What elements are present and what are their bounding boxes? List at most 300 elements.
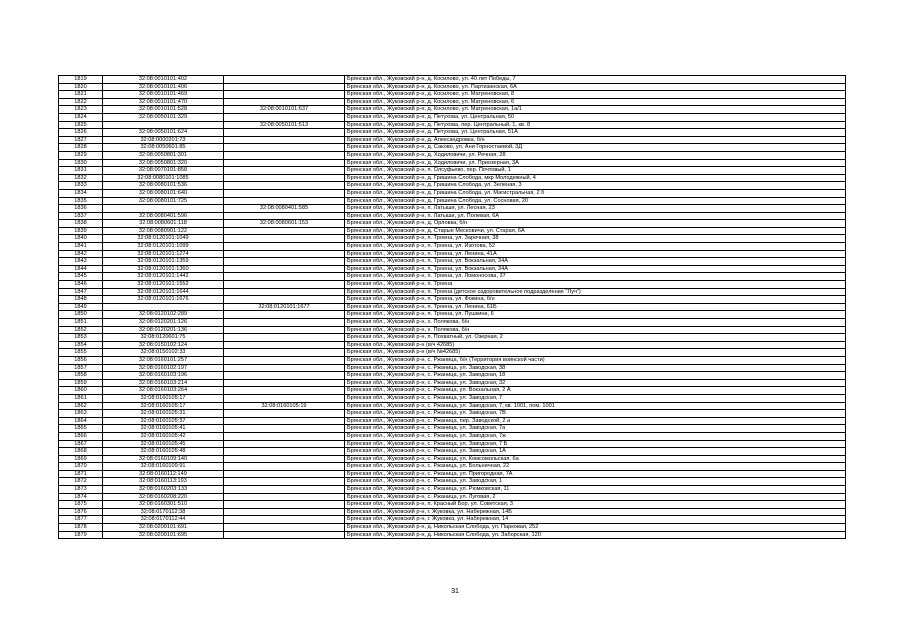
linked-cadastral-number-cell <box>224 524 345 532</box>
linked-cadastral-number-cell <box>224 83 345 91</box>
address-cell: Брянская обл., Жуковский р-н, п. Олсуфьево, пер. Почтовый, 1 <box>345 167 846 175</box>
address-cell: Брянская обл., Жуковский р-н, п. Красный Бор, ул. Советская, 3 <box>345 501 846 509</box>
row-number-cell: 1833 <box>59 182 103 190</box>
cadastral-number-cell: 32:08:0050801:301 <box>103 151 224 159</box>
row-number-cell: 1877 <box>59 516 103 524</box>
address-cell: Брянская обл., Жуковский р-н, п. Троена, ул. Ленина, 61Б <box>345 303 846 311</box>
table-row <box>59 334 846 342</box>
linked-cadastral-number-cell <box>224 243 345 251</box>
address-cell: Брянская обл., Жуковский р-н, д. Никольская Слобода, ул. Заборская, 120 <box>345 531 846 539</box>
table-row <box>59 303 846 311</box>
table-row <box>59 432 846 440</box>
address-cell: Брянская обл., Жуковский р-н, п. Латыши, ул. Полевая, 6А <box>345 212 846 220</box>
linked-cadastral-number-cell <box>224 493 345 501</box>
table-row <box>59 319 846 327</box>
cadastral-number-cell: 32:08:0120101:1360 <box>103 265 224 273</box>
row-number-cell: 1826 <box>59 129 103 137</box>
linked-cadastral-number-cell <box>224 394 345 402</box>
cadastral-number-cell: 32:08:0160203:133 <box>103 486 224 494</box>
linked-cadastral-number-cell <box>224 212 345 220</box>
table-row <box>59 227 846 235</box>
row-number-cell: 1866 <box>59 432 103 440</box>
address-cell: Брянская обл., Жуковский р-н, с. Ржаница, ул. Рюмковская, 11 <box>345 486 846 494</box>
cadastral-number-cell: 32:08:0160113:193 <box>103 478 224 486</box>
cadastral-number-cell: 32:08:0080101:725 <box>103 197 224 205</box>
row-number-cell: 1865 <box>59 425 103 433</box>
row-number-cell: 1838 <box>59 220 103 228</box>
row-number-cell: 1840 <box>59 235 103 243</box>
linked-cadastral-number-cell <box>224 311 345 319</box>
address-cell: Брянская обл., Жуковский р-н, д. Саково, ул. Ани Горностаевой, 3Д <box>345 144 846 152</box>
linked-cadastral-number-cell <box>224 174 345 182</box>
row-number-cell: 1879 <box>59 531 103 539</box>
cadastral-number-cell: 32:08:0050101:624 <box>103 129 224 137</box>
row-number-cell: 1823 <box>59 106 103 114</box>
row-number-cell: 1850 <box>59 311 103 319</box>
linked-cadastral-number-cell <box>224 341 345 349</box>
row-number-cell: 1844 <box>59 265 103 273</box>
row-number-cell: 1832 <box>59 174 103 182</box>
linked-cadastral-number-cell <box>224 455 345 463</box>
table-row <box>59 501 846 509</box>
linked-cadastral-number-cell <box>224 531 345 539</box>
cadastral-number-cell: 32:08:0010101:406 <box>103 83 224 91</box>
cadastral-number-cell: 32:08:0120102:289 <box>103 311 224 319</box>
table-row <box>59 83 846 91</box>
table-row <box>59 189 846 197</box>
table-row <box>59 151 846 159</box>
table-row <box>59 136 846 144</box>
table-row <box>59 121 846 129</box>
linked-cadastral-number-cell <box>224 144 345 152</box>
table-row <box>59 129 846 137</box>
cadastral-number-cell: 32:08:0160103:196 <box>103 372 224 380</box>
linked-cadastral-number-cell <box>224 463 345 471</box>
cadastral-number-cell: 32:08:0200101:695 <box>103 531 224 539</box>
table-row <box>59 265 846 273</box>
cadastral-number-cell: 32:08:0120101:1359 <box>103 258 224 266</box>
table-row <box>59 91 846 99</box>
cadastral-number-cell: 32:08:0160105:37 <box>103 417 224 425</box>
row-number-cell: 1825 <box>59 121 103 129</box>
linked-cadastral-number-cell <box>224 265 345 273</box>
linked-cadastral-number-cell <box>224 250 345 258</box>
row-number-cell: 1869 <box>59 455 103 463</box>
table-row <box>59 235 846 243</box>
linked-cadastral-number-cell: 32:08:0050101:513 <box>224 121 345 129</box>
cadastral-number-cell: 32:08:0160105:41 <box>103 425 224 433</box>
address-cell: Брянская обл., Жуковский р-н, д. Ходиловичи, ул. Речная, 28 <box>345 151 846 159</box>
cadastral-number-cell <box>103 303 224 311</box>
address-cell: Брянская обл., Жуковский р-н, д. Косилово, ул. Матреновская, 8 <box>345 91 846 99</box>
table-row <box>59 516 846 524</box>
row-number-cell: 1831 <box>59 167 103 175</box>
linked-cadastral-number-cell <box>224 98 345 106</box>
linked-cadastral-number-cell <box>224 129 345 137</box>
address-cell: Брянская обл., Жуковский р-н, с. Ржаница, ул. Заводская, 1 <box>345 478 846 486</box>
address-cell: Брянская обл., Жуковский р-н, с. Ржаница, ул. Пригородная, 7А <box>345 470 846 478</box>
table-row <box>59 182 846 190</box>
linked-cadastral-number-cell <box>224 159 345 167</box>
row-number-cell: 1868 <box>59 448 103 456</box>
row-number-cell: 1820 <box>59 83 103 91</box>
address-cell: Брянская обл., Жуковский р-н, д. Косилово, ул. Партизанская, 6А <box>345 83 846 91</box>
table-row <box>59 356 846 364</box>
linked-cadastral-number-cell <box>224 470 345 478</box>
table-row <box>59 197 846 205</box>
table-row <box>59 486 846 494</box>
address-cell: Брянская обл., Жуковский р-н, х. Полякова, б/н <box>345 326 846 334</box>
address-cell: Брянская обл., Жуковский р-н, г. Жуковка, ул. Набережная, 14 <box>345 516 846 524</box>
linked-cadastral-number-cell <box>224 356 345 364</box>
cadastral-number-cell: 32:08:0200101:691 <box>103 524 224 532</box>
row-number-cell: 1819 <box>59 76 103 84</box>
row-number-cell: 1872 <box>59 478 103 486</box>
cadastral-number-cell: 32:08:0120101:1442 <box>103 273 224 281</box>
address-cell: Брянская обл., Жуковский р-н, п. Троена, ул. Ленина, 41А <box>345 250 846 258</box>
linked-cadastral-number-cell <box>224 379 345 387</box>
address-cell: Брянская обл., Жуковский р-н, с. Ржаница, ул. Заводская, 7 <box>345 394 846 402</box>
linked-cadastral-number-cell <box>224 508 345 516</box>
cadastral-number-cell: 32:08:0120601:75 <box>103 334 224 342</box>
cadastral-number-cell: 32:08:0120101:1676 <box>103 296 224 304</box>
cadastral-number-cell: 32:08:0120101:1274 <box>103 250 224 258</box>
address-cell: Брянская обл., Жуковский р-н, д. Гришина Слобода, ул. Магистральная, 2 б <box>345 189 846 197</box>
address-cell: Брянская обл., Жуковский р-н, с. Ржаница, ул. Заводская, 18 <box>345 372 846 380</box>
cadastral-number-cell: 32:08:0160103:264 <box>103 387 224 395</box>
cadastral-number-cell: 32:08:0080601:118 <box>103 220 224 228</box>
cadastral-number-cell: 32:08:0050801:320 <box>103 159 224 167</box>
cadastral-number-cell: 32:08:0160105:48 <box>103 448 224 456</box>
linked-cadastral-number-cell <box>224 387 345 395</box>
address-cell: Брянская обл., Жуковский р-н, д. Гришина Слобода, ул. Зеленая, 3 <box>345 182 846 190</box>
table-row <box>59 478 846 486</box>
address-cell: Брянская обл., Жуковский р-н, г. Жуковка, ул. Набережная, 14Б <box>345 508 846 516</box>
row-number-cell: 1842 <box>59 250 103 258</box>
row-number-cell: 1836 <box>59 205 103 213</box>
row-number-cell: 1843 <box>59 258 103 266</box>
linked-cadastral-number-cell <box>224 501 345 509</box>
address-cell: Брянская обл., Жуковский р-н, с. Ржаница, ул. Заводская, 7, кв. 1001, пом. 1001 <box>345 402 846 410</box>
address-cell: Брянская обл., Жуковский р-н, д. Никольская Слобода, ул. Парковая, 252 <box>345 524 846 532</box>
row-number-cell: 1847 <box>59 288 103 296</box>
table-row <box>59 113 846 121</box>
cadastral-number-cell: 32:08:0160101:257 <box>103 356 224 364</box>
linked-cadastral-number-cell <box>224 151 345 159</box>
cadastral-number-cell: 32:08:0160109:140 <box>103 455 224 463</box>
linked-cadastral-number-cell <box>224 235 345 243</box>
cadastral-number-cell: 32:08:0160102:197 <box>103 364 224 372</box>
address-cell: Брянская обл., Жуковский р-н, п. Троена, ул. Вокзальная, 34А <box>345 265 846 273</box>
address-cell: Брянская обл., Жуковский р-н, с. Ржаница, ул. Заводская, 7ж <box>345 432 846 440</box>
linked-cadastral-number-cell: 32:08:0120101:1677 <box>224 303 345 311</box>
row-number-cell: 1867 <box>59 440 103 448</box>
address-cell: Брянская обл., Жуковский р-н, с. Ржаница, ул. Заводская, 7а <box>345 425 846 433</box>
cadastral-number-cell: 32:08:0150102:33 <box>103 349 224 357</box>
cadastral-number-cell: 32:08:0010101:402 <box>103 76 224 84</box>
row-number-cell: 1848 <box>59 296 103 304</box>
row-number-cell: 1878 <box>59 524 103 532</box>
cadastral-number-cell: 32:08:0080101:1085 <box>103 174 224 182</box>
row-number-cell: 1871 <box>59 470 103 478</box>
address-cell: Брянская обл., Жуковский р-н, п. Троена, ул. Пушкина, 6 <box>345 311 846 319</box>
table-row <box>59 220 846 228</box>
row-number-cell: 1845 <box>59 273 103 281</box>
address-cell: Брянская обл., Жуковский р-н, п. Троена, ул. Ломоносова, 37 <box>345 273 846 281</box>
linked-cadastral-number-cell <box>224 296 345 304</box>
linked-cadastral-number-cell <box>224 417 345 425</box>
linked-cadastral-number-cell <box>224 478 345 486</box>
table-row <box>59 410 846 418</box>
table-row <box>59 326 846 334</box>
cadastral-number-cell: 32:08:0120201:126 <box>103 319 224 327</box>
cadastral-number-cell: 32:08:0120201:136 <box>103 326 224 334</box>
cadastral-number-cell: 32:08:0000201:73 <box>103 136 224 144</box>
table-row <box>59 493 846 501</box>
address-cell: Брянская обл., Жуковский р-н, с. Ржаница, пер. Заводской, 2 а <box>345 417 846 425</box>
cadastral-number-cell <box>103 121 224 129</box>
table-row <box>59 258 846 266</box>
cadastral-number-cell: 32:08:0160105:17 <box>103 394 224 402</box>
address-cell: Брянская обл., Жуковский р-н, п. Троена <box>345 281 846 289</box>
row-number-cell: 1875 <box>59 501 103 509</box>
cadastral-number-cell: 32:08:0070101:858 <box>103 167 224 175</box>
table-row <box>59 281 846 289</box>
row-number-cell: 1856 <box>59 356 103 364</box>
row-number-cell: 1846 <box>59 281 103 289</box>
cadastral-number-cell: 32:08:0010101:469 <box>103 91 224 99</box>
address-cell: Брянская обл., Жуковский р-н, с. Ржаница, б/н (Территория воинской части) <box>345 356 846 364</box>
row-number-cell: 1849 <box>59 303 103 311</box>
row-number-cell: 1863 <box>59 410 103 418</box>
row-number-cell: 1852 <box>59 326 103 334</box>
address-cell: Брянская обл., Жуковский р-н, д. Петухова, ул. Центральная, 51А <box>345 129 846 137</box>
table-row <box>59 212 846 220</box>
address-cell: Брянская обл., Жуковский р-н, х. Полякова, б/н <box>345 319 846 327</box>
row-number-cell: 1860 <box>59 387 103 395</box>
row-number-cell: 1876 <box>59 508 103 516</box>
address-cell: Брянская обл., Жуковский р-н, с. Ржаница, ул. Больничная, 22 <box>345 463 846 471</box>
address-cell: Брянская обл., Жуковский р-н, п. Троена, ул. Заречная, 38 <box>345 235 846 243</box>
address-cell: Брянская обл., Жуковский р-н, д. Александровка, б/н <box>345 136 846 144</box>
table-row <box>59 531 846 539</box>
row-number-cell: 1824 <box>59 113 103 121</box>
row-number-cell: 1857 <box>59 364 103 372</box>
table-row <box>59 76 846 84</box>
cadastral-number-cell: 32:08:0080901:122 <box>103 227 224 235</box>
linked-cadastral-number-cell <box>224 448 345 456</box>
address-cell: Брянская обл., Жуковский р-н, п. Троена (детское оздоровительное подразделение "Луч") <box>345 288 846 296</box>
row-number-cell: 1851 <box>59 319 103 327</box>
linked-cadastral-number-cell: 32:08:0080601:153 <box>224 220 345 228</box>
address-cell: Брянская обл., Жуковский р-н, д. Косилово, ул. 40 лет Победы, 7 <box>345 76 846 84</box>
cadastral-number-cell: 32:08:0160105:45 <box>103 440 224 448</box>
linked-cadastral-number-cell <box>224 197 345 205</box>
table-row <box>59 425 846 433</box>
linked-cadastral-number-cell <box>224 349 345 357</box>
address-cell: Брянская обл., Жуковский р-н, д. Косилово, ул. Матреновская, 6 <box>345 98 846 106</box>
linked-cadastral-number-cell <box>224 432 345 440</box>
linked-cadastral-number-cell <box>224 288 345 296</box>
table-row <box>59 98 846 106</box>
registry-table-body <box>59 76 846 539</box>
row-number-cell: 1864 <box>59 417 103 425</box>
cadastral-number-cell: 32:08:0160105:31 <box>103 410 224 418</box>
cadastral-number-cell: 32:08:0160105:17 <box>103 402 224 410</box>
address-cell: Брянская обл., Жуковский р-н (в/ч №42685) <box>345 349 846 357</box>
linked-cadastral-number-cell <box>224 91 345 99</box>
row-number-cell: 1861 <box>59 394 103 402</box>
address-cell: Брянская обл., Жуковский р-н, п. Латыши, ул. Лесная, 23 <box>345 205 846 213</box>
table-row <box>59 440 846 448</box>
table-row <box>59 288 846 296</box>
cadastral-number-cell: 32:08:0160105:42 <box>103 432 224 440</box>
row-number-cell: 1853 <box>59 334 103 342</box>
linked-cadastral-number-cell: 32:08:0160105:19 <box>224 402 345 410</box>
table-row <box>59 387 846 395</box>
address-cell: Брянская обл., Жуковский р-н, с. Ржаница, ул. Луговая, 2 <box>345 493 846 501</box>
address-cell: Брянская обл., Жуковский р-н, д. Петухова, ул. Центральная, 50 <box>345 113 846 121</box>
table-row <box>59 159 846 167</box>
table-row <box>59 417 846 425</box>
address-cell: Брянская обл., Жуковский р-н, с. Ржаница, ул. Заводская, 7 Б <box>345 440 846 448</box>
linked-cadastral-number-cell <box>224 326 345 334</box>
row-number-cell: 1830 <box>59 159 103 167</box>
cadastral-number-cell: 32:08:0010101:528 <box>103 106 224 114</box>
registry-table <box>58 75 846 539</box>
row-number-cell: 1874 <box>59 493 103 501</box>
row-number-cell: 1839 <box>59 227 103 235</box>
cadastral-number-cell <box>103 205 224 213</box>
linked-cadastral-number-cell <box>224 113 345 121</box>
row-number-cell: 1870 <box>59 463 103 471</box>
row-number-cell: 1821 <box>59 91 103 99</box>
table-row <box>59 372 846 380</box>
cadastral-number-cell: 32:08:0080401:596 <box>103 212 224 220</box>
address-cell: Брянская обл., Жуковский р-н, п. Похватный, ул. Озерная, 2 <box>345 334 846 342</box>
table-row <box>59 106 846 114</box>
row-number-cell: 1827 <box>59 136 103 144</box>
table-row <box>59 394 846 402</box>
table-row <box>59 205 846 213</box>
address-cell: Брянская обл., Жуковский р-н, д. Орловка, б/н <box>345 220 846 228</box>
linked-cadastral-number-cell: 32:08:0080401:585 <box>224 205 345 213</box>
linked-cadastral-number-cell <box>224 167 345 175</box>
row-number-cell: 1855 <box>59 349 103 357</box>
cadastral-number-cell: 32:08:0050601:85 <box>103 144 224 152</box>
address-cell: Брянская обл., Жуковский р-н, с. Ржаница, ул. Комсомольская, 6а <box>345 455 846 463</box>
table-row <box>59 273 846 281</box>
cadastral-number-cell: 32:08:0050101:329 <box>103 113 224 121</box>
cadastral-number-cell: 32:08:0120101:1099 <box>103 243 224 251</box>
address-cell: Брянская обл., Жуковский р-н, д. Гришина Слобода, мкр Молодежный, 4 <box>345 174 846 182</box>
cadastral-number-cell: 32:08:0150102:124 <box>103 341 224 349</box>
address-cell: Брянская обл., Жуковский р-н, с. Ржаница, ул. Заводская, 1А <box>345 448 846 456</box>
cadastral-number-cell: 32:08:0160109:91 <box>103 463 224 471</box>
row-number-cell: 1829 <box>59 151 103 159</box>
linked-cadastral-number-cell <box>224 334 345 342</box>
cadastral-number-cell: 32:08:0120101:1644 <box>103 288 224 296</box>
cadastral-number-cell: 32:08:0160301:510 <box>103 501 224 509</box>
table-row <box>59 144 846 152</box>
linked-cadastral-number-cell <box>224 372 345 380</box>
address-cell: Брянская обл., Жуковский р-н, д. Гришина Слобода, ул. Сосновая, 20 <box>345 197 846 205</box>
table-row <box>59 524 846 532</box>
linked-cadastral-number-cell <box>224 136 345 144</box>
linked-cadastral-number-cell <box>224 410 345 418</box>
table-row <box>59 296 846 304</box>
linked-cadastral-number-cell <box>224 76 345 84</box>
cadastral-number-cell: 32:08:0170112:44 <box>103 516 224 524</box>
linked-cadastral-number-cell <box>224 273 345 281</box>
linked-cadastral-number-cell <box>224 258 345 266</box>
address-cell: Брянская обл., Жуковский р-н, п. Троена, ул. Изотова, 52 <box>345 243 846 251</box>
cadastral-number-cell: 32:08:0080101:536 <box>103 182 224 190</box>
cadastral-number-cell: 32:08:0010101:470 <box>103 98 224 106</box>
address-cell: Брянская обл., Жуковский р-н, п. Троена, ул. Фокина, б/н <box>345 296 846 304</box>
linked-cadastral-number-cell <box>224 189 345 197</box>
linked-cadastral-number-cell: 32:08:0010101:637 <box>224 106 345 114</box>
table-row <box>59 455 846 463</box>
linked-cadastral-number-cell <box>224 516 345 524</box>
page-number: 31 <box>451 588 459 595</box>
table-row <box>59 463 846 471</box>
table-row <box>59 311 846 319</box>
linked-cadastral-number-cell <box>224 227 345 235</box>
table-row <box>59 341 846 349</box>
table-row <box>59 508 846 516</box>
row-number-cell: 1835 <box>59 197 103 205</box>
table-row <box>59 250 846 258</box>
table-row <box>59 349 846 357</box>
address-cell: Брянская обл., Жуковский р-н, с. Ржаница, ул. Вокзальная, 2 А <box>345 387 846 395</box>
linked-cadastral-number-cell <box>224 486 345 494</box>
address-cell: Брянская обл., Жуковский р-н, д. Ходиловичи, ул. Приозерная, 3А <box>345 159 846 167</box>
linked-cadastral-number-cell <box>224 182 345 190</box>
address-cell: Брянская обл., Жуковский р-н (в/ч 42685) <box>345 341 846 349</box>
row-number-cell: 1837 <box>59 212 103 220</box>
linked-cadastral-number-cell <box>224 364 345 372</box>
table-row <box>59 448 846 456</box>
table-row <box>59 243 846 251</box>
cadastral-number-cell: 32:08:0120101:1049 <box>103 235 224 243</box>
row-number-cell: 1828 <box>59 144 103 152</box>
address-cell: Брянская обл., Жуковский р-н, д. Петухова, пер. Центральный, 1, кв. 8 <box>345 121 846 129</box>
cadastral-number-cell: 32:08:0160103:214 <box>103 379 224 387</box>
row-number-cell: 1859 <box>59 379 103 387</box>
table-row <box>59 167 846 175</box>
row-number-cell: 1873 <box>59 486 103 494</box>
row-number-cell: 1834 <box>59 189 103 197</box>
linked-cadastral-number-cell <box>224 440 345 448</box>
cadastral-number-cell: 32:08:0160208:220 <box>103 493 224 501</box>
table-row <box>59 379 846 387</box>
table-row <box>59 402 846 410</box>
address-cell: Брянская обл., Жуковский р-н, с. Ржаница, ул. Заводская, 38 <box>345 364 846 372</box>
table-row <box>59 174 846 182</box>
table-row <box>59 364 846 372</box>
linked-cadastral-number-cell <box>224 319 345 327</box>
row-number-cell: 1841 <box>59 243 103 251</box>
address-cell: Брянская обл., Жуковский р-н, с. Ржаница, ул. Заводская, 7В <box>345 410 846 418</box>
address-cell: Брянская обл., Жуковский р-н, п. Троена, ул. Вокзальная, 34А <box>345 258 846 266</box>
cadastral-number-cell: 32:08:0160112:149 <box>103 470 224 478</box>
row-number-cell: 1822 <box>59 98 103 106</box>
cadastral-number-cell: 32:08:0080101:640 <box>103 189 224 197</box>
table-row <box>59 470 846 478</box>
cadastral-number-cell: 32:08:0170112:38 <box>103 508 224 516</box>
linked-cadastral-number-cell <box>224 281 345 289</box>
